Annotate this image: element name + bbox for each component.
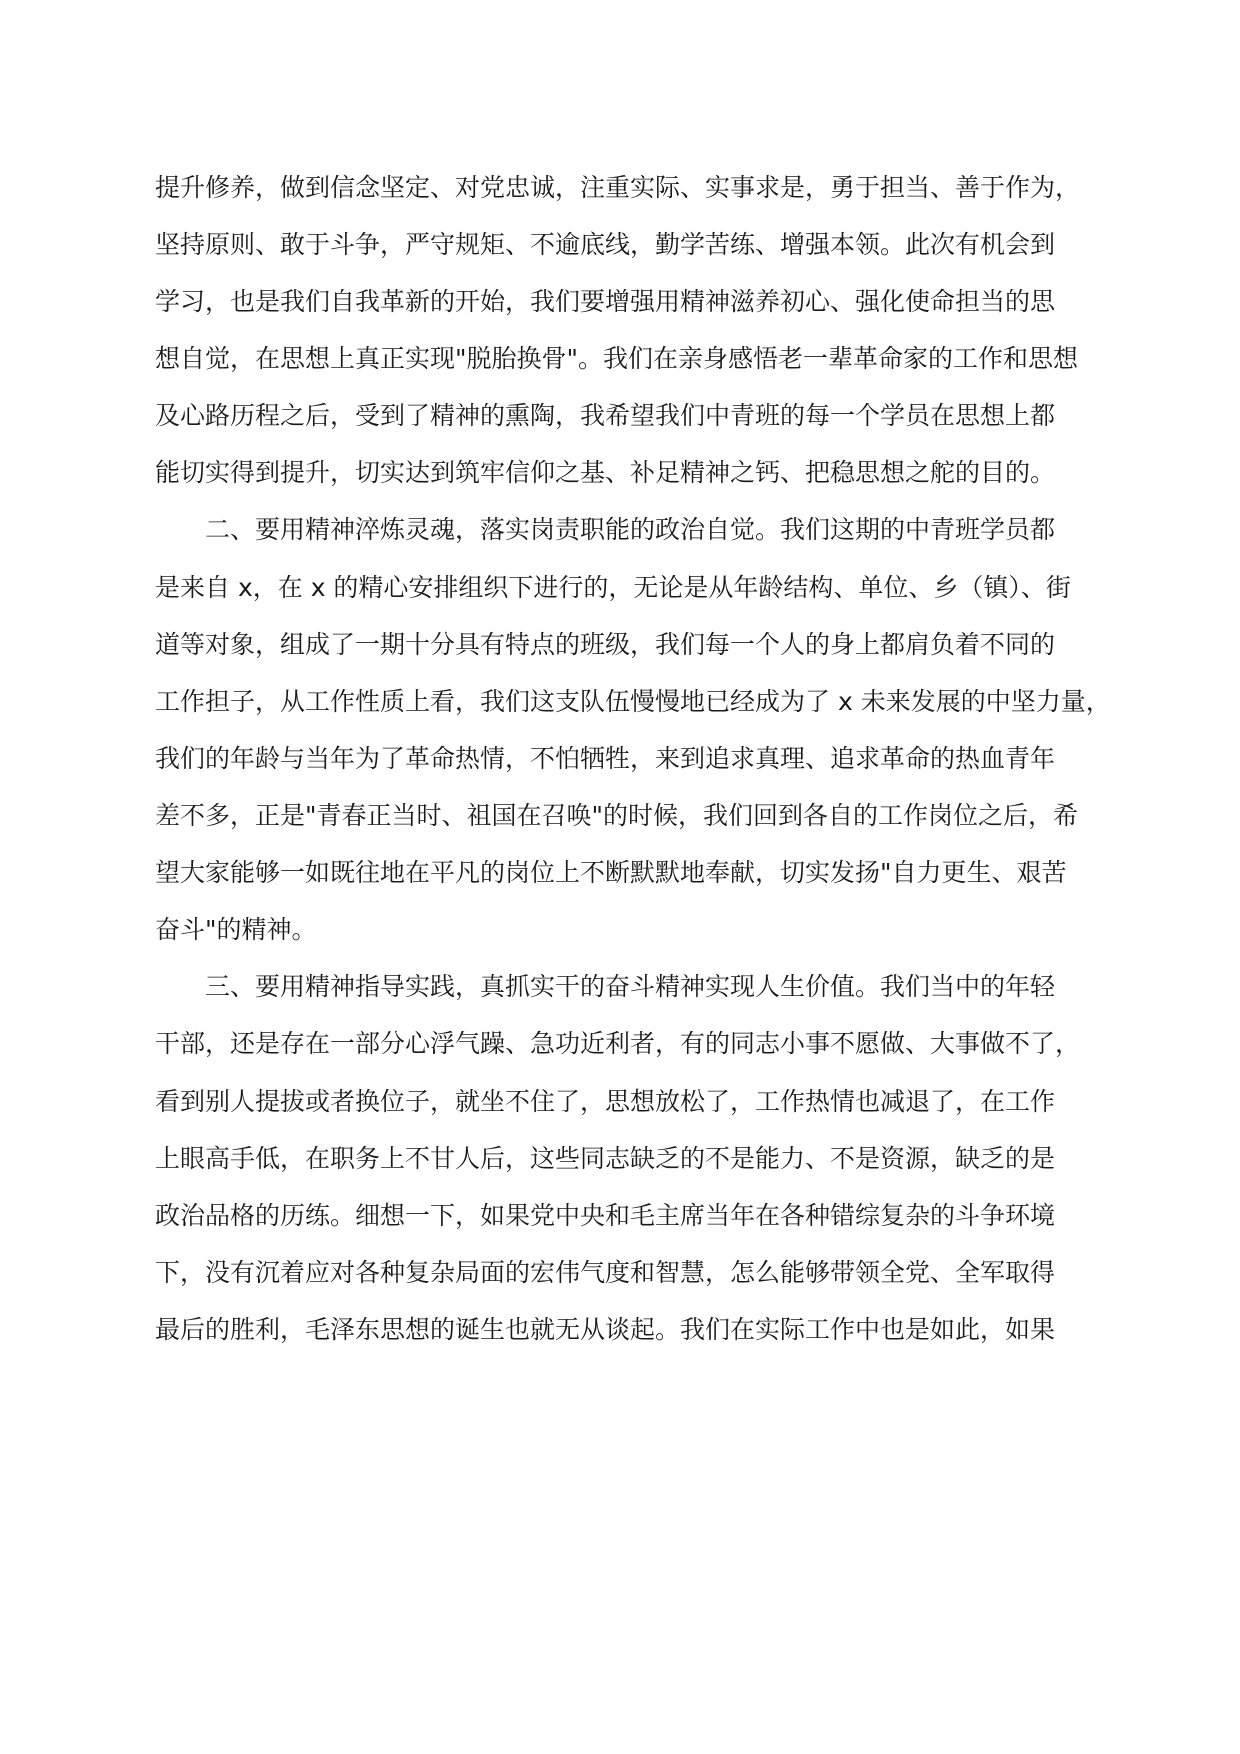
paragraph-2-first-line: 二、要用精神淬炼灵魂，落实岗责职能的政治自觉。我们这期的中青班学员都	[205, 515, 1056, 544]
text-line-8: 是来自 x，在 x 的精心安排组织下进行的，无论是从年龄结构、单位、乡（镇）、街	[155, 573, 1071, 602]
text-line-13: 望大家能够一如既往地在平凡的岗位上不断默默地奉献，切实发扬"自力更生、艰苦	[155, 858, 1067, 887]
text-line-14: 奋斗"的精神。	[155, 915, 317, 944]
text-line-17: 看到别人提拔或者换位子，就坐不住了，思想放松了，工作热情也减退了，在工作	[155, 1087, 1056, 1116]
text-line-10: 工作担子，从工作性质上看，我们这支队伍慢慢地已经成为了 x 未来发展的中坚力量，	[155, 687, 1111, 716]
text-line-1: 提升修养，做到信念坚定、对党忠诚，注重实际、实事求是，勇于担当、善于作为，	[155, 173, 1081, 202]
text-line-19: 政治品格的历练。细想一下，如果党中央和毛主席当年在各种错综复杂的斗争环境	[155, 1201, 1056, 1230]
text-line-5: 及心路历程之后，受到了精神的熏陶，我希望我们中青班的每一个学员在思想上都	[155, 401, 1056, 430]
text-line-21: 最后的胜利，毛泽东思想的诞生也就无从谈起。我们在实际工作中也是如此，如果	[155, 1315, 1056, 1344]
text-line-2: 坚持原则、敢于斗争，严守规矩、不逾底线，勤学苦练、增强本领。此次有机会到	[155, 230, 1056, 259]
text-line-11: 我们的年龄与当年为了革命热情，不怕牺牲，来到追求真理、追求革命的热血青年	[155, 744, 1056, 773]
text-line-4: 想自觉，在思想上真正实现"脱胎换骨"。我们在亲身感悟老一辈革命家的工作和思想	[155, 344, 1079, 373]
text-line-3: 学习，也是我们自我革新的开始，我们要增强用精神滋养初心、强化使命担当的思	[155, 287, 1056, 316]
text-line-6: 能切实得到提升，切实达到筑牢信仰之基、补足精神之钙、把稳思想之舵的目的。	[155, 458, 1056, 487]
text-line-18: 上眼高手低，在职务上不甘人后，这些同志缺乏的不是能力、不是资源，缺乏的是	[155, 1144, 1056, 1173]
paragraph-3-first-line: 三、要用精神指导实践，真抓实干的奋斗精神实现人生价值。我们当中的年轻	[205, 972, 1056, 1001]
text-line-16: 干部，还是存在一部分心浮气躁、急功近利者，有的同志小事不愿做、大事做不了，	[155, 1029, 1081, 1058]
text-line-20: 下，没有沉着应对各种复杂局面的宏伟气度和智慧，怎么能够带领全党、全军取得	[155, 1258, 1056, 1287]
text-line-12: 差不多，正是"青春正当时、祖国在召唤"的时候，我们回到各自的工作岗位之后，希	[155, 801, 1079, 830]
text-line-9: 道等对象，组成了一期十分具有特点的班级，我们每一个人的身上都肩负着不同的	[155, 630, 1056, 659]
